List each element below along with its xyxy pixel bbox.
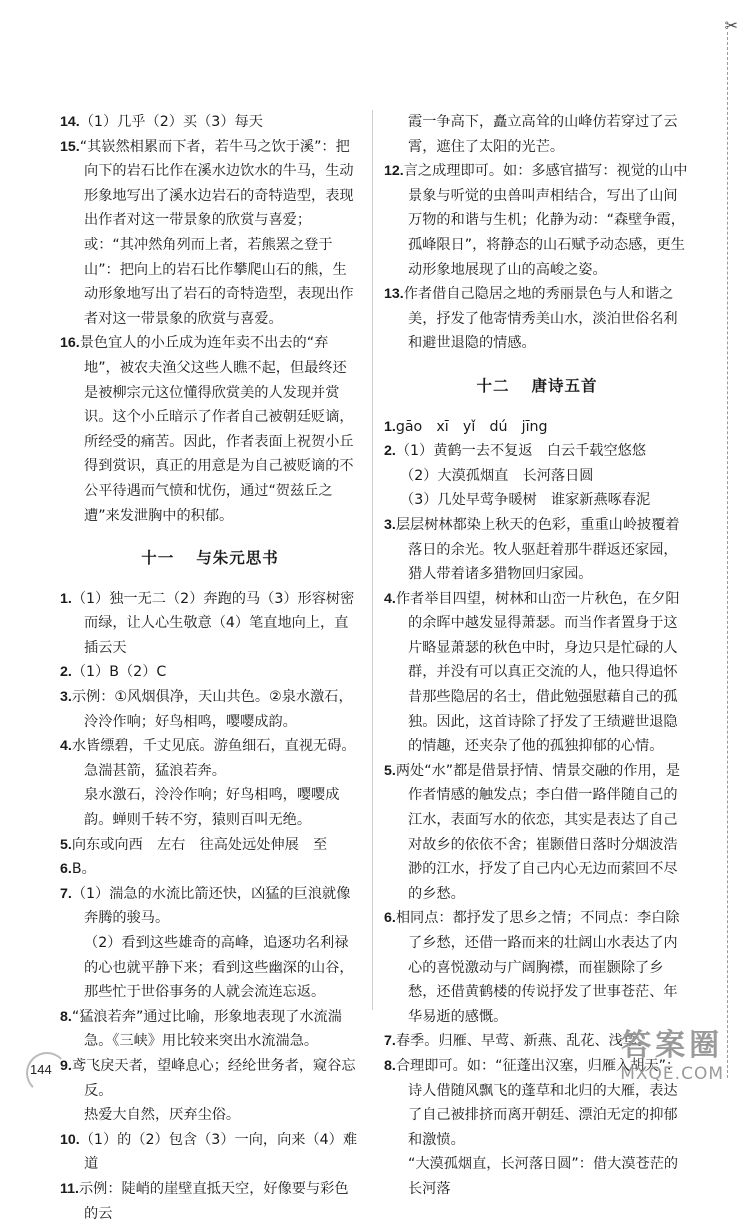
answer-continuation: 泉水激石，泠泠作响；好鸟相鸣，嘤嘤成韵。蝉则千转不穷，猿则百叫无绝。	[84, 787, 340, 829]
answer-text: （1）独一无二（2）奔跑的马（3）形容树密而绿，让人心生敬意（4）笔直地向上，直插云天	[71, 590, 355, 656]
column-divider	[372, 110, 373, 1010]
answer-item	[384, 439, 690, 464]
answer-item	[384, 906, 690, 1029]
left-column	[60, 110, 360, 1226]
answer-number: 2.	[384, 443, 396, 460]
answer-continuation: 霞一争高下，矗立高耸的山峰仿若穿过了云霄，遮住了太阳的光芒。	[408, 114, 678, 155]
answer-number: 8.	[60, 1008, 72, 1025]
answer-item	[60, 110, 360, 135]
answer-text: B。	[71, 861, 96, 878]
answer-text: “其嵚然相累而下者，若牛马之饮于溪”：把向下的岩石比作在溪水边饮水的牛马，生动形象地写出了溪水边岩石的奇特造型，表现出作者对这一带景象的欣赏与喜爱；或：“其冲然角列而上者，若熊罴之登于山”：把向上的岩石比作攀爬山石的熊，生动形象地写出了岩石的奇特造型，表现出作者对这一带景象的欣赏与喜爱。	[79, 138, 354, 327]
answer-text: （1）湍急的水流比箭还快，凶猛的巨浪就像奔腾的骏马。	[71, 885, 351, 927]
answer-item	[384, 759, 690, 907]
answer-number: 3.	[384, 516, 396, 533]
section-number: 十一	[141, 549, 175, 568]
page-number-badge	[26, 1052, 66, 1082]
answer-number: 10.	[60, 1131, 80, 1148]
answer-continuation: 急湍甚箭，猛浪若奔。	[84, 762, 226, 779]
page-number: 144	[30, 1062, 52, 1077]
answer-number: 4.	[384, 590, 396, 607]
answer-number: 11.	[60, 1180, 79, 1197]
answer-subline: （3）几处早莺争暖树 谁家新燕啄春泥	[400, 492, 651, 509]
answer-text: （1）的（2）包含（3）一向，向来（4）难道	[79, 1131, 358, 1173]
answer-item	[384, 159, 690, 282]
answer-number: 5.	[384, 762, 396, 779]
answer-item	[384, 415, 690, 440]
answer-text: 春季。归雁、早莺、新燕、乱花、浅草。	[395, 1033, 652, 1050]
watermark-logo-text: 答案圈	[621, 1028, 724, 1063]
answer-text: 向东或向西 左右 往高处远处伸展 至	[71, 836, 328, 853]
answer-continuation: “大漠孤烟直，长河落日圆”：借大漠苍茫的长河落	[408, 1156, 679, 1197]
answer-item	[60, 1005, 360, 1054]
answer-number: 15.	[60, 138, 80, 155]
answer-continuation: 热爱大自然，厌弃尘俗。	[84, 1107, 241, 1124]
answer-text: 作者借自己隐居之地的秀丽景色与人和谐之美，抒发了他寄情秀美山水，淡泊世俗名利和避世退隐的情感。	[403, 286, 678, 352]
answer-number: 13.	[384, 286, 404, 303]
answer-text: 层层树林都染上秋天的色彩，重重山岭披覆着落日的余光。牧人驱赶着那牛群返还家园，猎人带着诸多猎物回归家园。	[395, 516, 680, 583]
answer-item	[60, 587, 360, 661]
answer-text: gāo xī yǐ dú jīng	[395, 418, 548, 435]
answer-text: 作者举目四望，树林和山峦一片秋色，在夕阳的余晖中越发显得萧瑟。而当作者置身于这片略显萧瑟的秋色中时，身边只是忙碌的人群，并没有可以真正交流的人，他只得追怀昔那些隐居的名士，借此勉强慰藉自己的孤独。因此，这首诗除了抒发了王绩避世退隐的情趣，还夹杂了他的孤独抑郁的心情。	[395, 590, 680, 755]
watermark	[620, 1020, 724, 1084]
answer-item	[60, 135, 360, 332]
answer-text: 合理即可。如：“征蓬出汉塞，归雁入胡天”：诗人借随风飘飞的蓬草和北归的大雁，表达了自己被排挤而离开朝廷、漂泊无定的抑郁和激愤。	[395, 1057, 681, 1148]
cut-line	[727, 32, 728, 1078]
answer-text: 两处“水”都是借景抒情、情景交融的作用，是作者情感的触发点；李白借一路伴随自己的江水，表面写水的依恋，其实是表达了自己对故乡的依依不舍；崔颢借日落时分烟波浩渺的江水，抒发了自己内心无边而萦回不尽的乡愁。	[395, 762, 681, 902]
answer-item	[60, 1128, 360, 1177]
answer-number: 4.	[60, 738, 72, 755]
answer-number: 2.	[60, 664, 72, 681]
answer-number: 1.	[384, 418, 396, 435]
answer-number: 7.	[384, 1033, 396, 1050]
answer-number: 16.	[60, 335, 80, 352]
answer-item	[60, 331, 360, 528]
answer-number: 12.	[384, 163, 404, 180]
answer-text: 鸢飞戾天者，望峰息心；经纶世务者，窥谷忘反。	[71, 1057, 356, 1099]
answer-continuation: （2）看到这些雄奇的高峰，追逐功名利禄的心也就平静下来；看到这些幽深的山谷，那些忙于世俗事务的人就会流连忘返。	[84, 935, 354, 1001]
answer-text: 言之成理即可。如：多感官描写：视觉的山中景象与听觉的虫兽叫声相结合，写出了山间万物的和谐与生机；化静为动：“森壁争霞，孤峰限日”，将静态的山石赋予动态感，更生动形象地展现了山的高峻之姿。	[403, 163, 688, 278]
answer-number: 9.	[60, 1057, 72, 1074]
answer-item	[60, 882, 360, 931]
answer-text: （1）黄鹤一去不复返 白云千载空悠悠	[395, 443, 647, 460]
answer-item	[60, 857, 360, 882]
answer-number: 6.	[384, 910, 396, 927]
answer-text: “猛浪若奔”通过比喻，形象地表现了水流湍急。《三峡》用比较来突出水流湍急。	[71, 1008, 342, 1050]
answer-text: 水皆缥碧，千丈见底。游鱼细石，直视无碍。	[71, 738, 356, 755]
answer-text: （1）B（2）C	[71, 664, 167, 681]
scissors-icon: ✂	[724, 16, 738, 35]
answer-text: 景色宜人的小丘成为连年卖不出去的“弃地”，被农夫渔父这些人瞧不起，但最终还是被柳宗元这位懂得欣赏美的人发现并赏识。这个小丘暗示了作者自己被朝廷贬谪，所经受的痛苦。因此，作者表面上祝贺小丘得到赏识，真正的用意是为自己被贬谪的不公平待遇而气愤和忧伤，通过“贺兹丘之遭”来发泄胸中的积郁。	[79, 335, 354, 524]
answer-item	[60, 1177, 360, 1226]
answer-number: 8.	[384, 1057, 396, 1074]
answer-item	[384, 282, 690, 356]
section-name: 唐诗五首	[531, 376, 598, 395]
answer-subline: （2）大漠孤烟直 长河落日圆	[400, 467, 594, 484]
answer-text: 示例：陡峭的崖壁直抵天空，好像要与彩色的云	[78, 1180, 349, 1222]
answer-number: 7.	[60, 885, 72, 902]
answer-item	[60, 734, 360, 759]
answer-number: 5.	[60, 836, 72, 853]
section-title	[384, 374, 690, 399]
answer-item	[60, 833, 360, 858]
answer-item	[60, 685, 360, 734]
watermark-url: MXQE.COM	[620, 1064, 724, 1084]
section-title	[60, 546, 360, 571]
answer-item	[384, 587, 690, 759]
answer-number: 14.	[60, 114, 80, 130]
answer-text: 相同点：都抒发了思乡之情；不同点：李白除了乡愁，还借一路而来的壮阔山水表达了内心的喜悦激动与广阔胸襟，而崔颢除了乡愁，还借黄鹤楼的传说抒发了世事苍茫、年华易逝的感慨。	[395, 910, 680, 1025]
answer-number: 1.	[60, 590, 72, 607]
answer-number: 6.	[60, 861, 72, 878]
answer-number: 3.	[60, 689, 72, 706]
section-number: 十二	[476, 376, 510, 395]
answer-item	[384, 513, 690, 587]
answer-text: （1）几乎（2）买（3）每天	[79, 114, 263, 130]
answer-item	[60, 660, 360, 685]
section-name: 与朱元思书	[196, 549, 279, 568]
answer-item	[60, 1054, 360, 1103]
answer-text: 示例：①风烟俱净，天山共色。②泉水激石，泠泠作响；好鸟相鸣，嘤嘤成韵。	[71, 689, 353, 730]
